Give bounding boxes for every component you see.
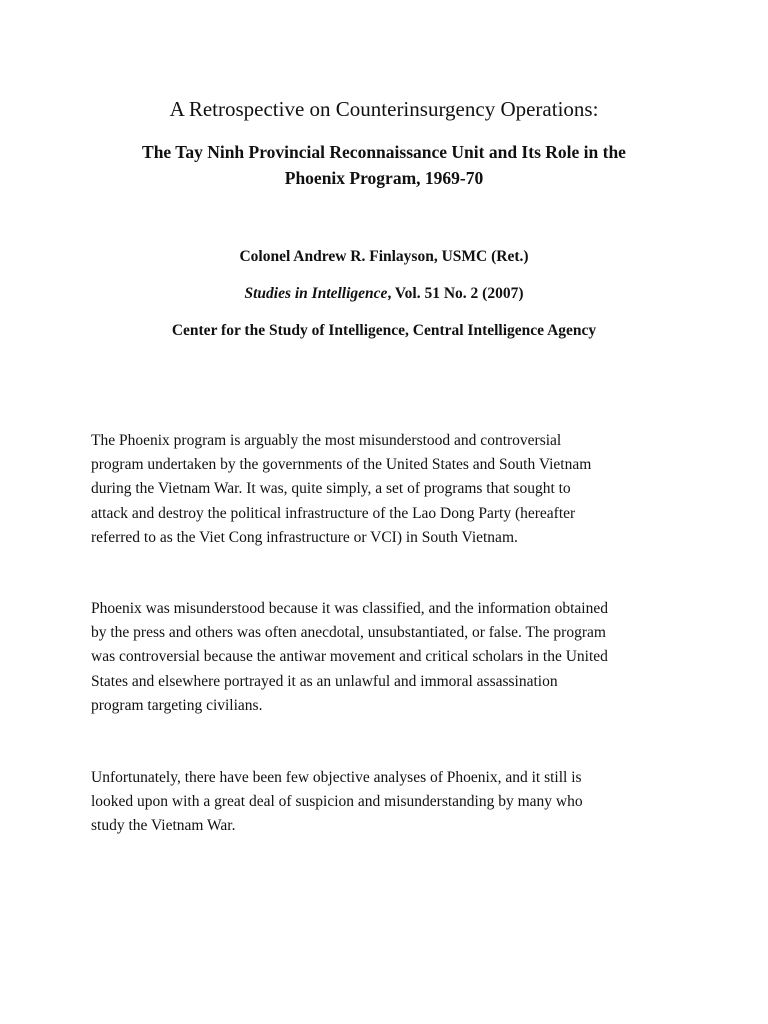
subtitle-line-1: The Tay Ninh Provincial Reconnaissance Unit and Its Role in the xyxy=(142,142,626,162)
paragraph-line: Unfortunately, there have been few objective analyses of Phoenix, and it still is xyxy=(91,769,582,786)
paragraph-line: program undertaken by the governments of the United States and South Vietnam xyxy=(91,456,592,474)
journal-name: Studies in Intelligence xyxy=(244,285,388,302)
page-subtitle xyxy=(84,139,684,191)
paragraph-line: study the Vietnam War. xyxy=(91,817,236,835)
paragraph-line: by the press and others was often anecdotal, unsubstantiated, or false. The program xyxy=(91,624,606,642)
paragraph-line: attack and destroy the political infrastructure of the Lao Dong Party (hereafter xyxy=(91,504,576,522)
journal-citation xyxy=(0,284,768,304)
paragraph-line: looked upon with a great deal of suspicion and misunderstanding by many who xyxy=(91,793,583,811)
publisher-line: Center for the Study of Intelligence, Central Intelligence Agency xyxy=(171,322,597,339)
paragraph-line: referred to as the Viet Cong infrastructure or VCI) in South Vietnam. xyxy=(91,528,518,546)
body-paragraph-1 xyxy=(91,429,691,550)
subtitle-line-2: Phoenix Program, 1969-70 xyxy=(284,168,484,188)
journal-issue: , Vol. 51 No. 2 (2007) xyxy=(387,285,524,302)
paragraph-line: States and elsewhere portrayed it as an unlawful and immoral assassination xyxy=(91,672,558,690)
body-paragraph-2 xyxy=(91,597,691,718)
paragraph-line: during the Vietnam War. It was, quite simply, a set of programs that sought to xyxy=(91,480,571,498)
author-line: Colonel Andrew R. Finlayson, USMC (Ret.) xyxy=(239,248,529,265)
body-paragraph-3 xyxy=(91,766,691,839)
paragraph-line: The Phoenix program is arguably the most misunderstood and controversial xyxy=(91,432,562,449)
paragraph-line: program targeting civilians. xyxy=(91,696,263,714)
paragraph-line: Phoenix was misunderstood because it was classified, and the information obtained xyxy=(91,600,608,617)
paragraph-line: was controversial because the antiwar movement and critical scholars in the United xyxy=(91,648,608,666)
page-title: A Retrospective on Counterinsurgency Operations: xyxy=(169,97,599,121)
